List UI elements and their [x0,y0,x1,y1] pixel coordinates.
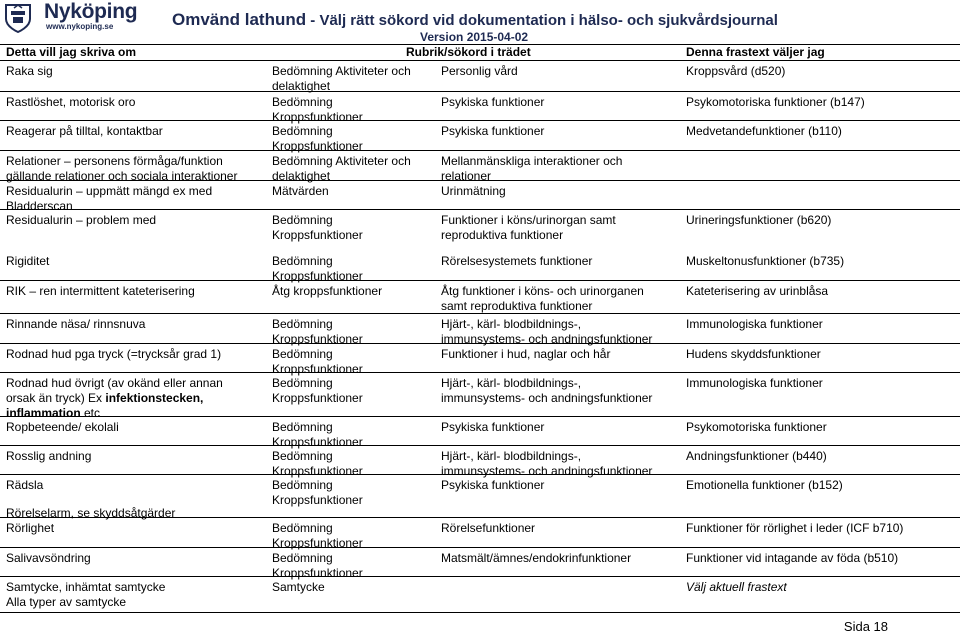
table-row [0,150,960,181]
cell-category: Funktioner i hud, naglar och hår [441,347,611,361]
cell-topic: Rörlighet [6,521,55,535]
table-row [0,416,960,449]
crest-icon [4,3,32,33]
cell-phrase: Psykomotoriska funktioner (b147) [686,95,865,109]
column-header-row [0,44,960,61]
cell-topic: Residualurin – uppmätt mängd ex med Bladderscan [6,184,213,213]
cell-topic: Samtycke, inhämtat samtycke Alla typer av samtycke [6,580,166,609]
column-header-phrase: Denna frastext väljer jag [686,45,825,59]
cell-keyword: Bedömning Kroppsfunktioner [272,551,363,580]
table-row [0,280,960,314]
cell-keyword: Bedömning Kroppsfunktioner [272,347,363,376]
table-row [0,547,960,580]
cell-topic: Rastlöshet, motorisk oro [6,95,136,109]
table-row [0,251,960,283]
document-version: Version 2015-04-02 [420,30,529,44]
table-row [0,180,960,213]
cell-category: Urinmätning [441,184,506,198]
table-row [0,445,960,478]
table-row [0,517,960,548]
cell-category: Matsmält/ämnes/endokrinfunktioner [441,551,632,565]
table-row [0,503,960,520]
cell-phrase: Kateterisering av urinblåsa [686,284,829,298]
cell-category: Hjärt-, kärl- blodbildnings-, immunsystems- och andningsfunktioner [441,317,653,346]
document-title-sub: - Välj rätt sökord vid dokumentation i hälso- och sjukvårdsjournal [306,12,778,29]
cell-keyword: Mätvärden [272,184,329,198]
cell-phrase: Immunologiska funktioner [686,376,823,390]
nykoping-logo [4,0,174,40]
cell-category: Psykiska funktioner [441,420,545,434]
cell-category: Personlig vård [441,64,518,78]
cell-keyword: Bedömning Aktiviteter och delaktighet [272,64,411,93]
cell-category: Psykiska funktioner [441,124,545,138]
cell-keyword: Bedömning Kroppsfunktioner [272,521,363,550]
table-row [0,576,960,609]
page-number: Sida 18 [843,619,888,634]
cell-topic-emphasis: infektionstecken, inflammation [6,391,204,420]
cell-topic: Residualurin – problem med [6,213,157,227]
cell-keyword: Bedömning Kroppsfunktioner [272,376,363,405]
cell-phrase: Andningsfunktioner (b440) [686,449,827,463]
table-row [0,474,960,507]
cell-topic-text: Rodnad hud övrigt (av okänd eller annan orsak än tryck) Ex [6,376,223,405]
document-title-main: Omvänd lathund [172,10,307,29]
cell-keyword: Samtycke [272,580,325,594]
cell-keyword: Bedömning Kroppsfunktioner [272,213,363,242]
cell-keyword: Bedömning Kroppsfunktioner [272,478,363,507]
cell-topic: Ropbeteende/ ekolali [6,420,119,434]
cell-topic: RIK – ren intermittent kateterisering [6,284,195,298]
footer-rule [0,612,960,613]
cell-phrase: Psykomotoriska funktioner [686,420,827,434]
logo-name: Nyköping [44,0,138,23]
cell-category: Psykiska funktioner [441,478,545,492]
cell-category: Hjärt-, kärl- blodbildnings-, immunsystems- och andningsfunktioner [441,376,653,405]
document-title [172,10,778,30]
cell-category: Åtg funktioner i köns- och urinorganen samt reproduktiva funktioner [441,284,644,313]
cell-phrase: Immunologiska funktioner [686,317,823,331]
cell-phrase: Medvetandefunktioner (b110) [686,124,842,138]
cell-topic: Salivavsöndring [6,551,91,565]
cell-phrase: Välj aktuell frastext [686,580,787,594]
cell-topic-suffix: etc [80,406,101,420]
column-header-topic: Detta vill jag skriva om [6,45,137,59]
cell-topic: Relationer – personens förmåga/funktion gällande relationer och sociala interaktioner [6,154,238,183]
cell-category: Mellanmänskliga interaktioner och relationer [441,154,623,183]
logo-url: www.nykoping.se [46,22,114,31]
cell-phrase: Emotionella funktioner (b152) [686,478,843,492]
cell-keyword: Bedömning Kroppsfunktioner [272,95,363,124]
document-header [0,0,960,44]
table-row [0,61,960,91]
column-header-keyword: Rubrik/sökord i trädet [406,45,531,59]
cell-phrase: Funktioner vid intagande av föda (b510) [686,551,899,565]
cell-topic: Reagerar på tilltal, kontaktbar [6,124,163,138]
cell-topic: Rinnande näsa/ rinnsnuva [6,317,146,331]
cell-topic: Rodnad hud pga tryck (=trycksår grad 1) [6,347,222,361]
cell-phrase: Funktioner för rörlighet i leder (ICF b710) [686,521,904,535]
cell-phrase: Hudens skyddsfunktioner [686,347,821,361]
cell-category: Rörelsesystemets funktioner [441,254,593,268]
table-row [0,120,960,151]
cell-keyword: Åtg kroppsfunktioner [272,284,383,298]
cell-keyword: Bedömning Kroppsfunktioner [272,124,363,153]
cell-keyword: Bedömning Kroppsfunktioner [272,449,363,478]
cell-topic: Raka sig [6,64,53,78]
cell-category: Hjärt-, kärl- blodbildnings-, immunsystems- och andningsfunktioner [441,449,653,478]
cell-phrase: Urineringsfunktioner (b620) [686,213,832,227]
cell-keyword: Bedömning Kroppsfunktioner [272,317,363,346]
cell-topic: Rädsla [6,478,44,492]
cell-category: Funktioner i köns/urinorgan samt reproduktiva funktioner [441,213,616,242]
table-row [0,91,960,124]
cell-keyword: Bedömning Kroppsfunktioner [272,254,363,283]
cell-category: Psykiska funktioner [441,95,545,109]
cell-phrase: Muskeltonusfunktioner (b735) [686,254,845,268]
cell-keyword: Bedömning Kroppsfunktioner [272,420,363,449]
cell-topic: Rörelselarm, se skyddsåtgärder [6,506,176,520]
cell-topic: Rigiditet [6,254,50,268]
cell-category: Rörelsefunktioner [441,521,536,535]
cell-topic: Rosslig andning [6,449,92,463]
table-row [0,343,960,376]
table-row [0,313,960,344]
cell-keyword: Bedömning Aktiviteter och delaktighet [272,154,411,183]
cell-topic [6,376,264,421]
table-row [0,372,960,420]
cell-phrase: Kroppsvård (d520) [686,64,786,78]
table-row [0,209,960,252]
